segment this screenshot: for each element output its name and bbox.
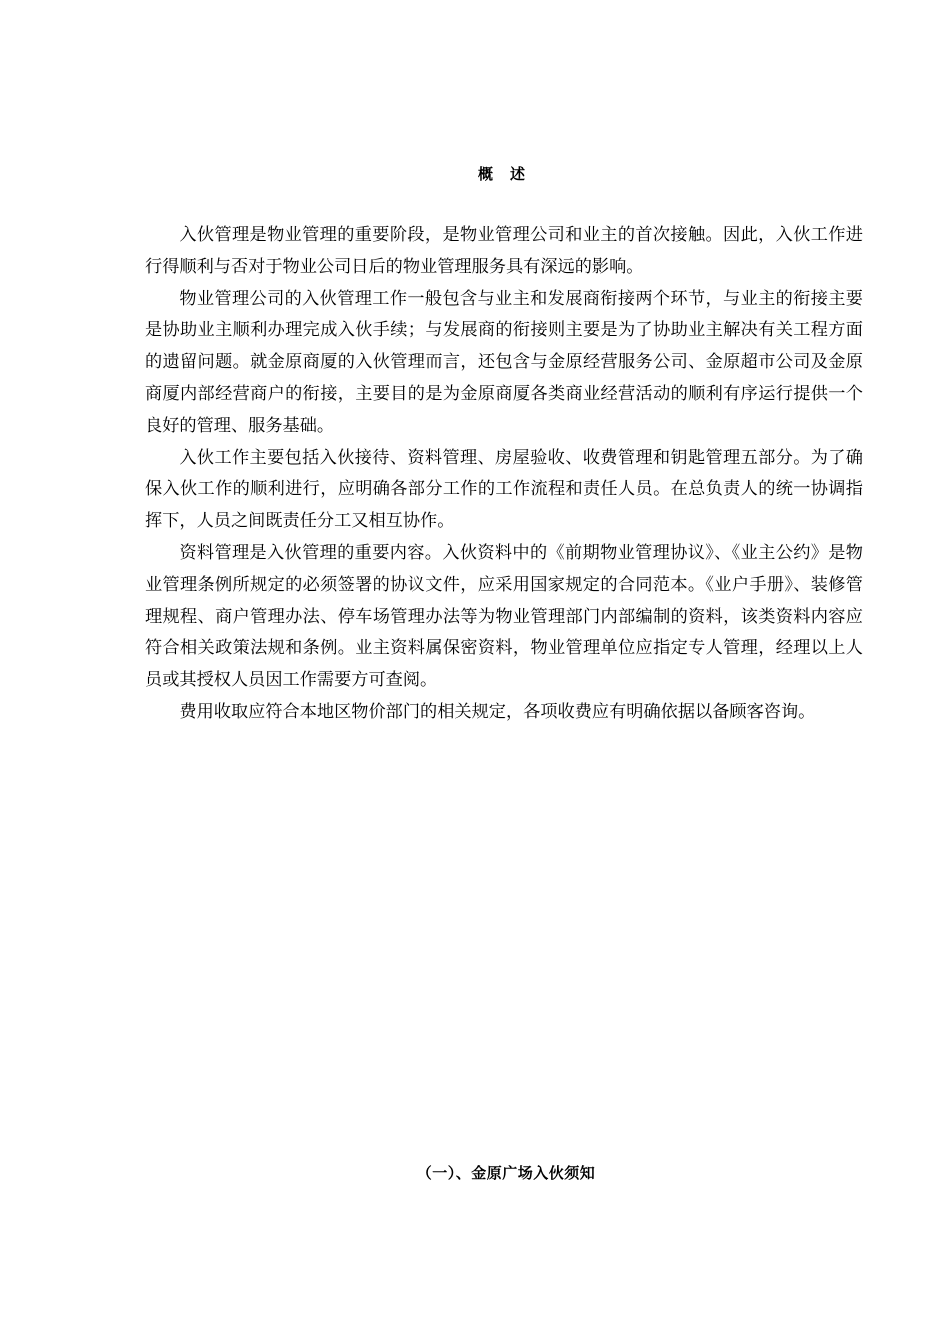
- title-char-1: 概: [477, 165, 494, 183]
- paragraph-4: 资料管理是入伙管理的重要内容。入伙资料中的《前期物业管理协议》、《业主公约》是物业管理条例所规定的必须签署的协议文件，应采用国家规定的合同范本。《业户手册》、装修管理规程、商户管理办法、停车场管理办法等为物业管理部门内部编制的资料，该类资料内容应符合相关政策法规和条例。业主资料属保密资料，物业管理单位应指定专人管理，经理以上人员或其授权人员因工作需要方可查阅。: [145, 542, 863, 691]
- body-text: [145, 220, 863, 729]
- paragraph-1: 入伙管理是物业管理的重要阶段，是物业管理公司和业主的首次接触。因此，入伙工作进行得顺利与否对于物业公司日后的物业管理服务具有深远的影响。: [145, 225, 863, 277]
- paragraph-3: 入伙工作主要包括入伙接待、资料管理、房屋验收、收费管理和钥匙管理五部分。为了确保入伙工作的顺利进行，应明确各部分工作的工作流程和责任人员。在总负责人的统一协调指挥下，人员之间既责任分工又相互协作。: [145, 447, 863, 532]
- title-char-2: 述: [510, 165, 527, 183]
- section-heading: （一）、金原广场入伙须知: [416, 1164, 596, 1182]
- paragraph-2: 物业管理公司的入伙管理工作一般包含与业主和发展商衔接两个环节，与业主的衔接主要是协助业主顺利办理完成入伙手续；与发展商的衔接则主要是为了协助业主解决有关工程方面的遗留问题。就金原商厦的入伙管理而言，还包含与金原经营服务公司、金原超市公司及金原商厦内部经营商户的衔接，主要目的是为金原商厦各类商业经营活动的顺利有序运行提供一个良好的管理、服务基础。: [145, 288, 863, 436]
- paragraph-5: 费用收取应符合本地区物价部门的相关规定，各项收费应有明确依据以备顾客咨询。: [179, 701, 816, 722]
- page-title: [0, 163, 950, 184]
